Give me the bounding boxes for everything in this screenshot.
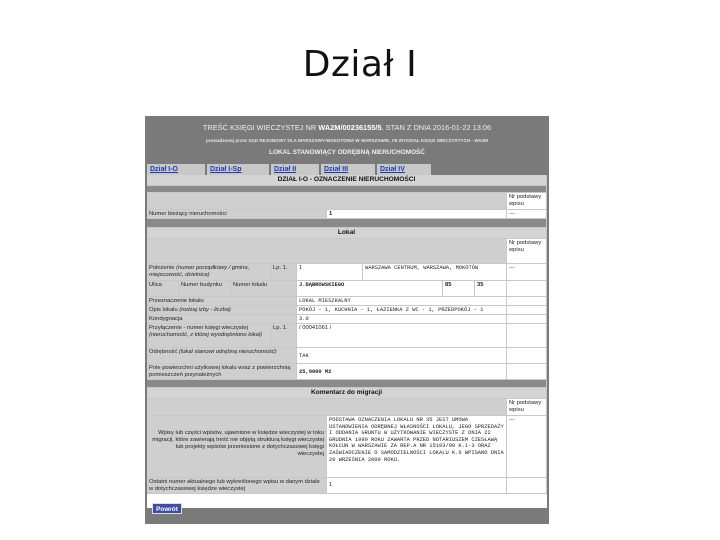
current-number-basis: --- (507, 210, 547, 219)
empty-cell (507, 306, 547, 315)
kondygnacja-row (147, 315, 547, 324)
kondygnacja-label: Kondygnacja (147, 315, 297, 324)
budynek-value: 85 (443, 281, 475, 297)
tab-dzial-i-sp[interactable]: Dział I-Sp (207, 164, 269, 175)
empty-cell (507, 297, 547, 306)
kw-court-line: prowadzonej przez SĄD REJONOWY DLA WARSZAWY-MOKOTOWA W WARSZAWIE, VII WYDZIAŁ KSIĄG WIECZYSTYCH - WA2M (205, 138, 488, 143)
tab-dzial-iv[interactable]: Dział IV (377, 164, 431, 175)
komentarz-spacer (147, 399, 507, 416)
odrebnosc-value: TAK (297, 348, 507, 364)
polozenie-value: WARSZAWA CENTRUM, WARSZAWA, MOKOTÓW (363, 264, 507, 281)
empty-cell (507, 315, 547, 324)
tab-dzial-i-o[interactable]: Dział I-O (147, 164, 205, 175)
empty-cell (507, 478, 547, 494)
ulica-value: J.DĄBROWSKIEGO (297, 281, 443, 297)
kw-number: WA2M/00236155/5 (318, 123, 382, 132)
section-tabs (147, 164, 547, 175)
lokal-spacer (147, 239, 507, 264)
wpisy-value: PODSTAWA OZNACZENIA LOKALU NR 35 JEST UMOWA USTANOWIENIA ODRĘBNEJ WŁASNOŚCI LOKALU, JEGO SPRZEDAŻY I ODDANIA GRUNTU W UŻYTKOWANIE WIECZYSTE Z DNIA 22 GRUDNIA 1999 ROKU ZAWARTA PRZED NOTARIUSZEM CZESŁAWĄ KOŁCUN W WARSZAWIE ZA REP.A NR 15103/99 K.1-3 ORAZ ZAŚWIADCZENIE O SAMODZIELNOŚCI LOKALU K.6 WPISANO DNIA 20 WRZEŚNIA 2000 ROKU. (327, 416, 507, 478)
opis-label: Opis lokalu (rodzaj izby - liczba) (147, 306, 297, 315)
pole-value: 25,9000 M2 (297, 364, 507, 380)
przeznaczenie-value: LOKAL MIESZKALNY (297, 297, 507, 306)
kw-screenshot (145, 116, 549, 524)
empty-cell (507, 364, 547, 380)
wpisy-label: Wpisy lub części wpisów, ujawnione w księdze wieczystej w toku migracji, które zawierają treść nie objętą strukturą księgi wieczystej lub projekty wpisów przeniesione z dotychczasowej księgi wieczystej (147, 416, 327, 478)
empty-cell (507, 348, 547, 364)
opis-value: POKÓJ - 1, KUCHNIA - 1, ŁAZIENKA Z WC - 1, PRZEDPOKÓJ - 1 (297, 306, 507, 315)
divider (147, 186, 547, 193)
lokal-basis-value: --- (507, 264, 547, 281)
section-title-row (147, 175, 547, 186)
pole-label: Pole powierzchni użytkowej lokalu wraz z powierzchnią pomieszczeń przynależnych (147, 364, 297, 380)
polozenie-lp-label: Lp. 1. (271, 264, 297, 281)
slide-title: Dział I (302, 44, 418, 85)
ostatni-row (147, 478, 547, 494)
divider (147, 219, 547, 228)
empty-cell (507, 281, 547, 297)
kw-header-date: , STAN Z DNIA 2016-01-22 13:06 (381, 123, 492, 132)
opis-row (147, 306, 547, 315)
kw-content (147, 175, 547, 508)
current-number-row (147, 210, 547, 219)
przylaczenie-label: Przyłączenie - numer księgi wieczystej (nieruchomość, z której wyodrębniono lokal) (147, 324, 271, 348)
przeznaczenie-label: Przeznaczenie lokalu (147, 297, 297, 306)
divider (147, 380, 547, 388)
przylaczenie-lp-label: Lp. 1. (271, 324, 297, 348)
wpisy-row (147, 416, 547, 478)
polozenie-lp-value: 1 (297, 264, 363, 281)
polozenie-row (147, 264, 547, 281)
odrebnosc-row (147, 348, 547, 364)
kw-header-prefix: TREŚĆ KSIĘGI WIECZYSTEJ NR (202, 123, 317, 132)
empty-cell (507, 324, 547, 348)
tab-dzial-ii[interactable]: Dział II (271, 164, 319, 175)
ostatni-value: 1 (327, 478, 507, 494)
komentarz-title: Komentarz do migracji (147, 388, 547, 399)
back-button[interactable]: Powrót (152, 503, 182, 514)
kondygnacja-value: 3.0 (297, 315, 507, 324)
lokal-basis-header: Nr podstawy wpisu (507, 239, 547, 264)
komentarz-basis-header: Nr podstawy wpisu (507, 399, 547, 416)
current-number-value: 1 (327, 210, 507, 219)
basis-header: Nr podstawy wpisu (507, 193, 547, 210)
przylaczenie-row (147, 324, 547, 348)
budynek-label: Numer budynku (179, 281, 231, 297)
kw-header-line1 (145, 123, 549, 132)
polozenie-label: Położenie (numer porządkowy / gmina, miejscowość, dzielnica) (147, 264, 271, 281)
ostatni-label: Ostatni numer aktualnego lub wykreślonego wpisu w danym dziale w dotychczasowej księdze wieczystej (147, 478, 327, 494)
kw-type-line: LOKAL STANOWIĄCY ODRĘBNĄ NIERUCHOMOŚĆ (269, 149, 425, 156)
ulica-label: Ulica (147, 281, 179, 297)
lokal-title: Lokal (147, 228, 547, 239)
odrebnosc-label: Odrębność (lokal stanowi odrębną nieruchomość) (147, 348, 297, 364)
komentarz-basis-value: --- (507, 416, 547, 478)
przylaczenie-value: / 00041061 / (297, 324, 507, 348)
current-number-label: Numer bieżący nieruchomości (147, 210, 327, 219)
lokal-number-value: 35 (475, 281, 507, 297)
header-spacer (147, 193, 507, 210)
pole-row (147, 364, 547, 380)
przeznaczenie-row (147, 297, 547, 306)
tab-dzial-iii[interactable]: Dział III (321, 164, 375, 175)
lokal-number-label: Numer lokalu (231, 281, 297, 297)
ulica-row (147, 281, 547, 297)
section-title: DZIAŁ I-O - OZNACZENIE NIERUCHOMOŚCI (147, 175, 547, 186)
